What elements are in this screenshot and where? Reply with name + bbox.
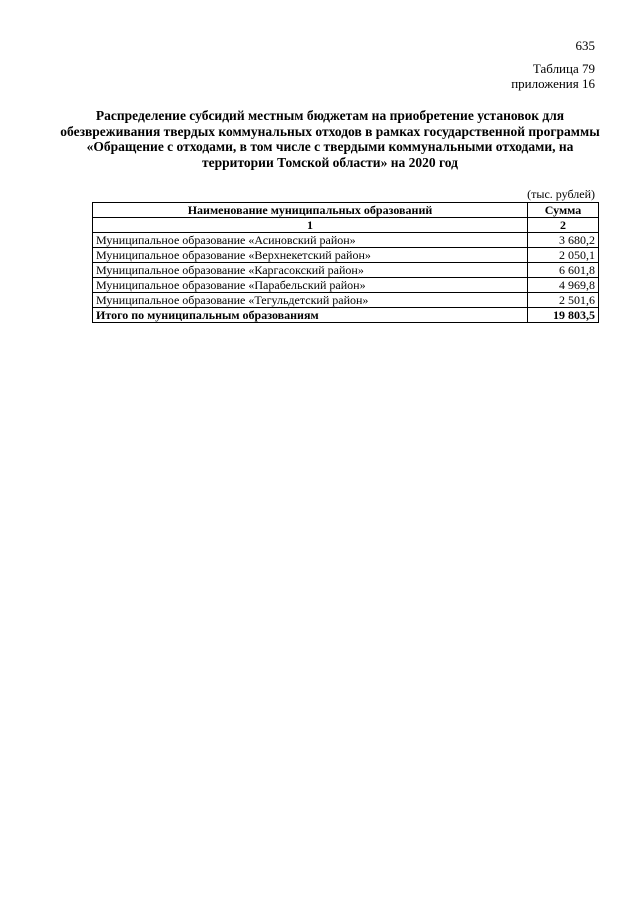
document-title: Распределение субсидий местным бюджетам на приобретение установок для обезвреживания твердых коммунальных отходов в рамках государственной программы «Обращение с отходами, в том числе с твердыми коммунальными отходами, на территории Томской области» на 2020 год [60,108,600,170]
table-reference [511,61,595,91]
municipality-name: Муниципальное образование «Тегульдетский район» [93,293,528,308]
municipality-name: Муниципальное образование «Каргасокский район» [93,263,528,278]
table-row [93,233,599,248]
column-index-1: 1 [93,218,528,233]
table-number: Таблица 79 [532,61,595,76]
subsidy-sum: 2 050,1 [528,248,599,263]
subsidy-sum: 6 601,8 [528,263,599,278]
total-sum: 19 803,5 [528,308,599,323]
table-row [93,248,599,263]
appendix-number: приложения 16 [511,76,595,91]
municipality-name: Муниципальное образование «Верхнекетский район» [93,248,528,263]
column-index-2: 2 [528,218,599,233]
table-header-row [93,203,599,218]
total-label: Итого по муниципальным образованиям [93,308,528,323]
subsidy-sum: 3 680,2 [528,233,599,248]
subsidy-sum: 4 969,8 [528,278,599,293]
subsidy-sum: 2 501,6 [528,293,599,308]
table-row [93,293,599,308]
subsidy-table [92,202,599,323]
unit-note: (тыс. рублей) [527,187,595,201]
total-row [93,308,599,323]
header-name: Наименование муниципальных образований [93,203,528,218]
header-sum: Сумма [528,203,599,218]
column-index-row [93,218,599,233]
table-row [93,263,599,278]
table-row [93,278,599,293]
page-number: 635 [575,38,595,53]
municipality-name: Муниципальное образование «Асиновский район» [93,233,528,248]
municipality-name: Муниципальное образование «Парабельский район» [93,278,528,293]
